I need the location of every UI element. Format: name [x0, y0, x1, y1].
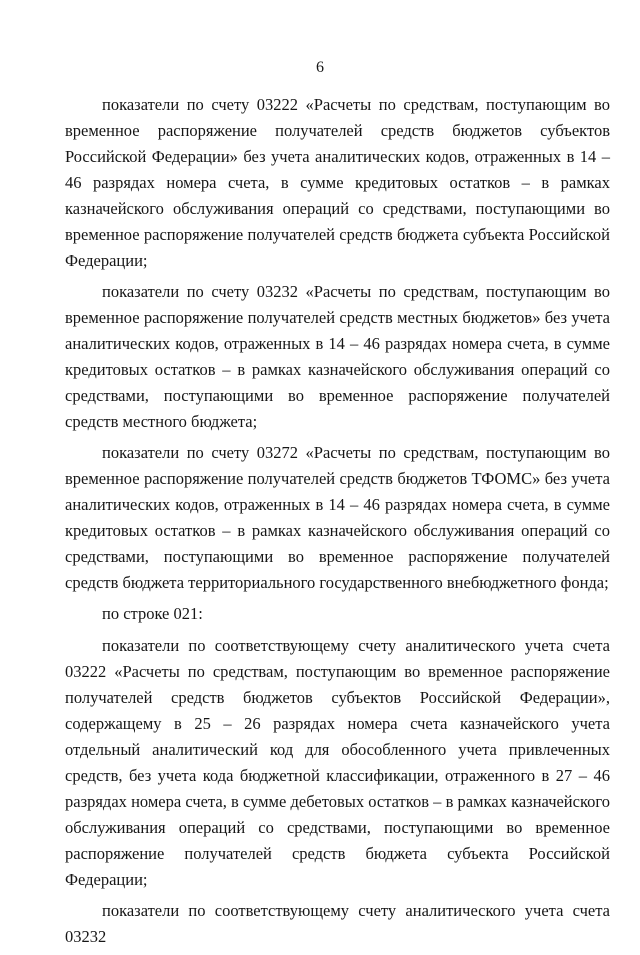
- document-body: [65, 92, 610, 955]
- paragraph-account-03222: показатели по счету 03222 «Расчеты по средствам, поступающим во временное распоряжение получателей средств бюджетов субъектов Российской Федерации» без учета аналитических кодов, отраженных в 14 – 46 разрядах номера счета, в сумме кредитовых остатков – в рамках казначейского обслуживания операций со средствами, поступающими во временное распоряжение получателей средств бюджета субъекта Российской Федерации;: [65, 95, 610, 270]
- paragraph-line-021: по строке 021:: [102, 604, 203, 623]
- paragraph-account-03272: показатели по счету 03272 «Расчеты по средствам, поступающим во временное распоряжение получателей средств бюджетов ТФОМС» без учета аналитических кодов, отраженных в 14 – 46 разрядах номера счета, в сумме кредитовых остатков – в рамках казначейского обслуживания операций со средствами, поступающими во временное распоряжение получателей средств бюджета территориального государственного внебюджетного фонда;: [65, 443, 610, 592]
- page-number: 6: [316, 59, 324, 76]
- paragraph-analytic-03232: показатели по соответствующему счету аналитического учета счета 03232: [65, 901, 610, 946]
- paragraph-analytic-03222: показатели по соответствующему счету аналитического учета счета 03222 «Расчеты по средствам, поступающим во временное распоряжение получателей средств бюджетов субъектов Российской Федерации», содержащему в 25 – 26 разрядах номера счета казначейского учета отдельный аналитический код для обособленного учета привлеченных средств, без учета кода бюджетной классификации, отраженного в 27 – 46 разрядах номера счета, в сумме дебетовых остатков – в рамках казначейского обслуживания операций со средствами, поступающими во временное распоряжение получателей средств бюджета субъекта Российской Федерации;: [65, 636, 610, 889]
- paragraph-account-03232: показатели по счету 03232 «Расчеты по средствам, поступающим во временное распоряжение получателей средств местных бюджетов» без учета аналитических кодов, отраженных в 14 – 46 разрядах номера счета, в сумме кредитовых остатков – в рамках казначейского обслуживания операций со средствами, поступающими во временное распоряжение получателей средств местного бюджета;: [65, 282, 610, 431]
